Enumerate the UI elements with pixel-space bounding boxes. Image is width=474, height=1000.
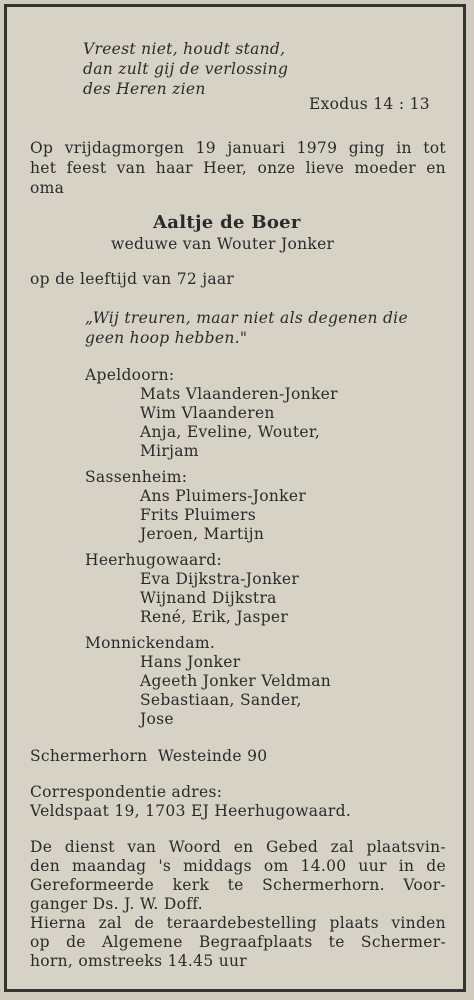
word: De — [30, 838, 53, 856]
family-member: Jose — [140, 710, 174, 728]
word: Heer, — [203, 159, 248, 177]
word: Hierna — [30, 914, 87, 932]
word: teraardebestelling — [166, 914, 317, 932]
verse-line-3: des Heren zien — [83, 80, 206, 98]
word: den — [30, 857, 60, 875]
word: van — [116, 159, 146, 177]
service-line-2 — [30, 857, 446, 876]
family-member: Ageeth Jonker Veldman — [140, 672, 332, 690]
word: plaatsvin- — [366, 838, 446, 856]
word: ging — [348, 139, 385, 157]
word: Begraafplaats — [198, 933, 313, 951]
word: lieve — [305, 159, 345, 177]
word: de — [134, 914, 155, 932]
word: om — [263, 857, 289, 875]
word: 19 — [195, 139, 216, 157]
word: Voor- — [403, 876, 446, 894]
word: maandag — [71, 857, 147, 875]
word: van — [127, 838, 157, 856]
family-place-apeldoorn: Apeldoorn: — [85, 366, 175, 384]
family-member: Frits Pluimers — [140, 506, 256, 524]
word: Gereformeerde — [30, 876, 155, 894]
family-member: Anja, Eveline, Wouter, — [140, 423, 321, 441]
word: en — [233, 838, 254, 856]
word: vrijdagmorgen — [64, 139, 185, 157]
word: de — [66, 933, 86, 951]
home-address: Schermerhorn Westeinde 90 — [30, 747, 268, 765]
quote-line-2: geen hoop hebben." — [85, 329, 248, 347]
intro-line-2 — [30, 159, 446, 178]
family-member: Wijnand Dijkstra — [140, 589, 277, 607]
word: middags — [183, 857, 252, 875]
word: en — [426, 159, 446, 177]
deceased-name: Aaltje de Boer — [153, 212, 301, 233]
family-member: Wim Vlaanderen — [140, 404, 275, 422]
word: 1979 — [296, 139, 338, 157]
word: dienst — [64, 838, 115, 856]
family-member: Mats Vlaanderen-Jonker — [140, 385, 338, 403]
family-place-sassenheim: Sassenheim: — [85, 468, 188, 486]
word: het — [30, 159, 57, 177]
family-place-heerhugowaard: Heerhugowaard: — [85, 551, 222, 569]
service-line-7: horn, omstreeks 14.45 uur — [30, 952, 247, 970]
family-member: Jeroen, Martijn — [140, 525, 265, 543]
verse-reference: Exodus 14 : 13 — [309, 95, 430, 113]
family-member: Hans Jonker — [140, 653, 241, 671]
deceased-subtitle: weduwe van Wouter Jonker — [111, 235, 335, 253]
word: te — [328, 933, 345, 951]
word: Op — [30, 139, 54, 157]
word: Gebed — [266, 838, 319, 856]
intro-line-1 — [30, 139, 446, 158]
word: kerk — [172, 876, 210, 894]
intro-line-3: oma — [30, 179, 65, 197]
family-place-monnickendam: Monnickendam. — [85, 634, 216, 652]
word: feest — [66, 159, 107, 177]
word: vinden — [391, 914, 446, 932]
quote-line-1: „Wij treuren, maar niet als degenen die — [85, 309, 408, 327]
word: in — [396, 139, 412, 157]
age-line: op de leeftijd van 72 jaar — [30, 270, 235, 288]
word: Woord — [168, 838, 222, 856]
verse-line-1: Vreest niet, houdt stand, — [83, 40, 286, 58]
service-line-6 — [30, 933, 446, 952]
obituary-notice — [4, 4, 466, 992]
service-line-1 — [30, 838, 446, 857]
word: zal — [98, 914, 122, 932]
service-line-4: ganger Ds. J. W. Doff. — [30, 895, 203, 913]
correspondence-label: Correspondentie adres: — [30, 783, 223, 801]
word: Schermerhorn. — [262, 876, 385, 894]
word: tot — [423, 139, 446, 157]
word: in — [398, 857, 415, 875]
word: 14.00 — [300, 857, 347, 875]
word: 's — [158, 857, 172, 875]
family-member: Ans Pluimers-Jonker — [140, 487, 307, 505]
word: uur — [358, 857, 387, 875]
family-member: Mirjam — [140, 442, 199, 460]
family-member: Eva Dijkstra-Jonker — [140, 570, 300, 588]
word: Schermer- — [360, 933, 446, 951]
word: op — [30, 933, 50, 951]
service-line-5 — [30, 914, 446, 933]
verse-line-2: dan zult gij de verlossing — [83, 60, 289, 78]
word: Algemene — [102, 933, 183, 951]
family-member: René, Erik, Jasper — [140, 608, 289, 626]
word: onze — [257, 159, 296, 177]
word: januari — [227, 139, 286, 157]
word: plaats — [329, 914, 379, 932]
word: te — [227, 876, 244, 894]
family-member: Sebastiaan, Sander, — [140, 691, 302, 709]
word: moeder — [354, 159, 416, 177]
word: haar — [155, 159, 193, 177]
correspondence-address: Veldspaat 19, 1703 EJ Heerhugowaard. — [30, 802, 352, 820]
word: zal — [330, 838, 354, 856]
service-line-3 — [30, 876, 446, 895]
word: de — [426, 857, 446, 875]
